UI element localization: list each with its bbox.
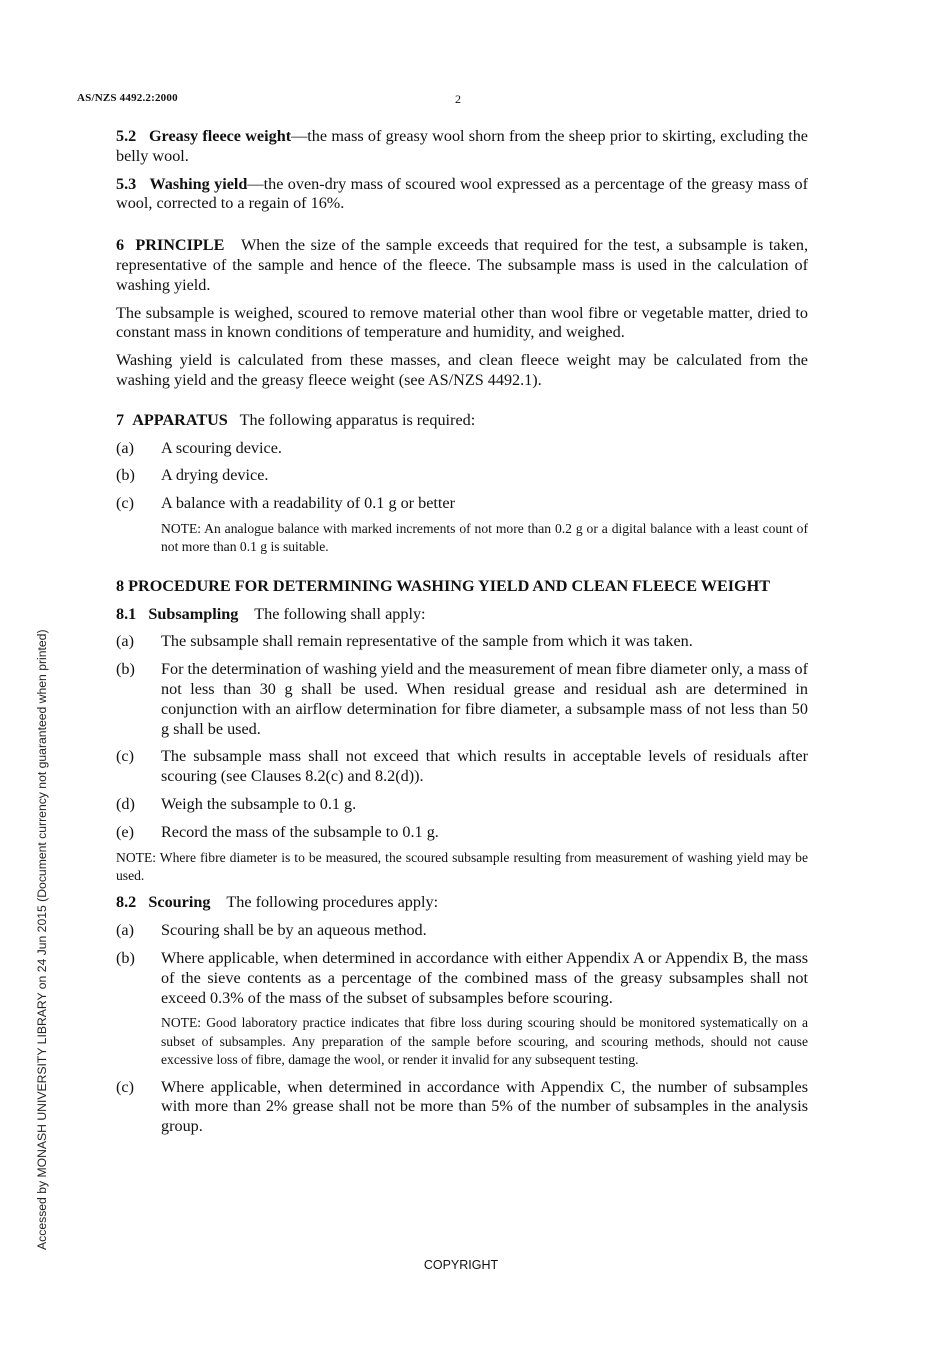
list-item [116, 632, 808, 652]
item-label: (b) [116, 948, 135, 967]
item-text: Where applicable, when determined in accordance with either Appendix A or Appendix B, the mass of the sieve contents as a percentage of the combined mass of the greasy subsamples shall not exceed 0.3% of the mass of the subset of subsamples before scouring. [161, 948, 808, 1007]
subsampling-note: NOTE: Where fibre diameter is to be measured, the scoured subsample resulting from measurement of washing yield may be used. [116, 849, 808, 883]
clause-number: 5.3 [116, 174, 137, 193]
scouring-note: NOTE: Good laboratory practice indicates that fibre loss during scouring should be monitored systematically on a subset of subsamples. Any preparation of the sample before scouring, and scouring methods, should not cause excessive loss of fibre, damage the wool, or render it invalid for any subsequent testing. [161, 1015, 808, 1068]
list-item [116, 747, 808, 787]
section-intro: The following apparatus is required: [239, 410, 476, 429]
item-text: A balance with a readability of 0.1 g or better [161, 494, 455, 513]
item-label: (a) [116, 921, 134, 940]
item-label: (a) [116, 632, 134, 651]
item-label: (b) [116, 660, 135, 679]
list-item [116, 949, 808, 1008]
page-number: 2 [455, 92, 461, 106]
item-text: Where applicable, when determined in accordance with Appendix C, the number of subsamples with more than 2% grease shall not be more than 5% of the number of subsamples in the analysis group. [161, 1077, 808, 1136]
paragraph-text: When the size of the sample exceeds that required for the test, a subsample is taken, representative of the sample and hence of the fleece. The subsample mass is used in the calculation of washing yield. [116, 236, 809, 294]
document-body [116, 127, 808, 1145]
clause-intro: The following procedures apply: [226, 893, 439, 912]
item-label: (c) [116, 1077, 134, 1096]
list-item [116, 466, 808, 486]
list-item [116, 439, 808, 459]
item-label: (c) [116, 494, 134, 513]
clause-8-1-subsampling [116, 605, 808, 625]
list-item [116, 921, 808, 941]
item-text: A drying device. [161, 466, 269, 485]
item-text: The subsample shall remain representative of the sample from which it was taken. [161, 632, 693, 651]
clause-5-2 [116, 127, 808, 167]
list-item [116, 660, 808, 739]
item-label: (c) [116, 747, 134, 766]
definition-text: the oven-dry mass of scoured wool expressed as a percentage of the greasy mass of wool, corrected to a regain of 16%. [116, 174, 809, 213]
defined-term: Greasy fleece weight [148, 127, 292, 145]
copyright-footer: COPYRIGHT [423, 1258, 499, 1272]
section-8-heading: 8 PROCEDURE FOR DETERMINING WASHING YIELD AND CLEAN FLEECE WEIGHT [116, 576, 771, 595]
principle-paragraph-3: Washing yield is calculated from these masses, and clean fleece weight may be calculated from the washing yield and the greasy fleece weight (see AS/NZS 4492.1). [116, 351, 808, 389]
clause-number: 8.2 [116, 893, 137, 912]
item-text: Weigh the subsample to 0.1 g. [161, 794, 357, 813]
access-watermark: Accessed by MONASH UNIVERSITY LIBRARY on 24 Jun 2015 (Document currency not guaranteed when printed) [35, 629, 49, 1250]
clause-8-2-scouring [116, 893, 808, 913]
clause-5-3 [116, 175, 808, 215]
section-title: APPARATUS [132, 410, 228, 429]
list-item [116, 494, 808, 514]
list-item [116, 823, 808, 843]
clause-number: 8.1 [116, 604, 137, 623]
defined-term: Washing yield [149, 174, 248, 193]
definition-text: the mass of greasy wool shorn from the sheep prior to skirting, excluding the belly wool. [116, 127, 808, 165]
item-label: (e) [116, 822, 134, 841]
item-text: Record the mass of the subsample to 0.1 g. [161, 822, 439, 841]
list-item [116, 795, 808, 815]
section-7-apparatus [116, 411, 808, 431]
item-text: For the determination of washing yield and the measurement of mean fibre diameter only, a mass of not less than 30 g shall be used. When residual grease and residual ash are determined in conjunction with an airflow determination for fibre diameter, a subsample mass of not less than 50 g shall be used. [161, 660, 808, 738]
em-dash: — [291, 127, 308, 145]
principle-paragraph-2: The subsample is weighed, scoured to remove material other than wool fibre or vegetable matter, dried to constant mass in known conditions of temperature and humidity, and weighed. [116, 303, 808, 342]
clause-intro: The following shall apply: [254, 604, 426, 623]
section-number: 6 [116, 236, 125, 255]
apparatus-note: NOTE: An analogue balance with marked increments of not more than 0.2 g or a digital balance with a least count of not more than 0.1 g is suitable. [161, 520, 808, 555]
standard-number: AS/NZS 4492.2:2000 [77, 92, 178, 104]
item-label: (a) [116, 438, 134, 457]
section-6-principle [116, 236, 808, 295]
clause-title: Subsampling [148, 604, 239, 623]
section-title: PRINCIPLE [135, 236, 225, 255]
clause-title: Scouring [148, 893, 211, 912]
clause-number: 5.2 [116, 127, 137, 145]
section-number: 7 [116, 410, 125, 429]
list-item [116, 1078, 808, 1137]
item-label: (d) [116, 794, 135, 813]
item-label: (b) [116, 466, 135, 485]
item-text: Scouring shall be by an aqueous method. [161, 921, 427, 940]
item-text: A scouring device. [161, 438, 282, 457]
em-dash: — [247, 174, 264, 193]
item-text: The subsample mass shall not exceed that which results in acceptable levels of residuals after scouring (see Clauses 8.2(c) and 8.2(d)). [161, 747, 808, 786]
